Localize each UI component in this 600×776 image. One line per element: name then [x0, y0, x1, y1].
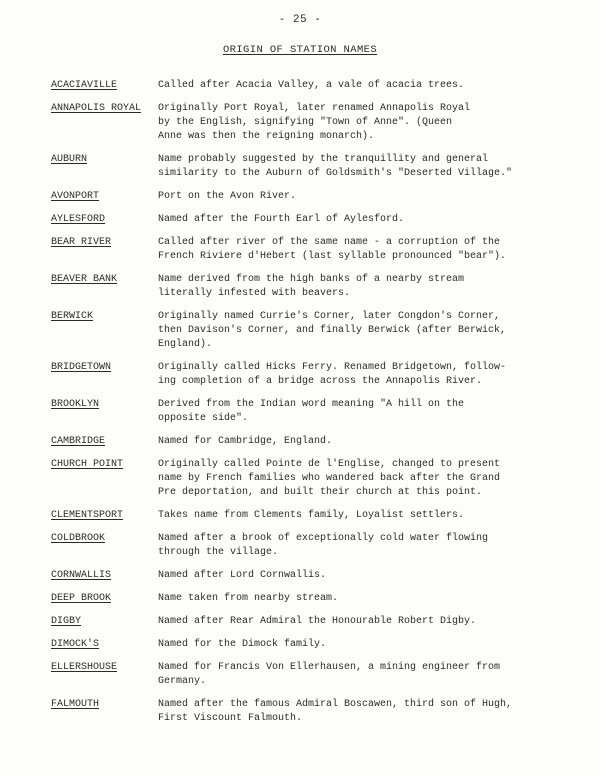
station-origin: Originally called Hicks Ferry. Renamed Bridgetown, follow- ing completion of a bridge across the Annapolis River. [158, 362, 507, 387]
station-origin: Named after Lord Cornwallis. [158, 570, 327, 581]
station-name: AYLESFORD [51, 214, 106, 225]
station-entry [51, 435, 571, 449]
station-entry [51, 361, 571, 389]
station-name: DEEP BROOK [51, 593, 112, 604]
station-name: BRIDGETOWN [51, 362, 112, 373]
station-name: CLEMENTSPORT [51, 510, 124, 521]
station-name: BEAVER BANK [51, 274, 118, 285]
station-entry [51, 698, 571, 726]
station-origin: Named for Cambridge, England. [158, 436, 333, 447]
station-name: COLDBROOK [51, 533, 106, 544]
station-origin: Originally Port Royal, later renamed Annapolis Royal by the English, signifying "Town of Anne". (Queen Anne was then the reigning monarch). [158, 103, 471, 142]
station-name: AVONPORT [51, 191, 100, 202]
page-title-text: ORIGIN OF STATION NAMES [222, 44, 378, 56]
station-entry [51, 638, 571, 652]
station-name: CHURCH POINT [51, 459, 124, 470]
station-name: ANNAPOLIS ROYAL [51, 103, 142, 114]
station-name: BEAR RIVER [51, 237, 112, 248]
station-name: AUBURN [51, 154, 88, 165]
station-entry [51, 615, 571, 629]
station-name: DIGBY [51, 616, 82, 627]
station-entry [51, 569, 571, 583]
station-origin: Name probably suggested by the tranquillity and general similarity to the Auburn of Goldsmith's "Deserted Village." [158, 154, 513, 179]
station-origin: Called after river of the same name - a corruption of the French Riviere d'Hebert (last syllable pronounced "bear"). [158, 237, 507, 262]
station-entry [51, 153, 571, 181]
station-list [51, 79, 571, 735]
station-origin: Originally called Pointe de l'Englise, changed to present name by French families who wandered back after the Grand Pre deportation, and built their church at this point. [158, 459, 501, 498]
station-entry [51, 661, 571, 689]
station-entry [51, 458, 571, 500]
station-origin: Derived from the Indian word meaning "A hill on the opposite side". [158, 399, 465, 424]
station-entry [51, 592, 571, 606]
station-name: ELLERSHOUSE [51, 662, 118, 673]
station-entry [51, 532, 571, 560]
station-name: CAMBRIDGE [51, 436, 106, 447]
station-origin: Named for the Dimock family. [158, 639, 327, 650]
station-entry [51, 102, 571, 144]
station-name: DIMOCK'S [51, 639, 100, 650]
station-entry [51, 79, 571, 93]
station-origin: Name taken from nearby stream. [158, 593, 339, 604]
station-origin: Originally named Currie's Corner, later Congdon's Corner, then Davison's Corner, and finally Berwick (after Berwick, England). [158, 311, 507, 350]
page-title [0, 44, 600, 56]
station-origin: Named after Rear Admiral the Honourable Robert Digby. [158, 616, 477, 627]
station-origin: Called after Acacia Valley, a vale of acacia trees. [158, 80, 465, 91]
station-origin: Port on the Avon River. [158, 191, 297, 202]
station-name: CORNWALLIS [51, 570, 112, 581]
station-name: ACACIAVILLE [51, 80, 118, 91]
station-entry [51, 398, 571, 426]
station-origin: Name derived from the high banks of a nearby stream literally infested with beavers. [158, 274, 465, 299]
station-entry [51, 236, 571, 264]
station-entry [51, 190, 571, 204]
station-name: FALMOUTH [51, 699, 100, 710]
station-entry [51, 310, 571, 352]
station-name: BROOKLYN [51, 399, 100, 410]
station-origin: Named after a brook of exceptionally cold water flowing through the village. [158, 533, 489, 558]
station-origin: Takes name from Clements family, Loyalist settlers. [158, 510, 465, 521]
station-entry [51, 273, 571, 301]
station-origin: Named for Francis Von Ellerhausen, a mining engineer from Germany. [158, 662, 501, 687]
station-name: BERWICK [51, 311, 94, 322]
station-entry [51, 509, 571, 523]
station-entry [51, 213, 571, 227]
station-origin: Named after the Fourth Earl of Aylesford. [158, 214, 405, 225]
station-origin: Named after the famous Admiral Boscawen, third son of Hugh, First Viscount Falmouth. [158, 699, 513, 724]
page-number: - 25 - [278, 14, 322, 26]
